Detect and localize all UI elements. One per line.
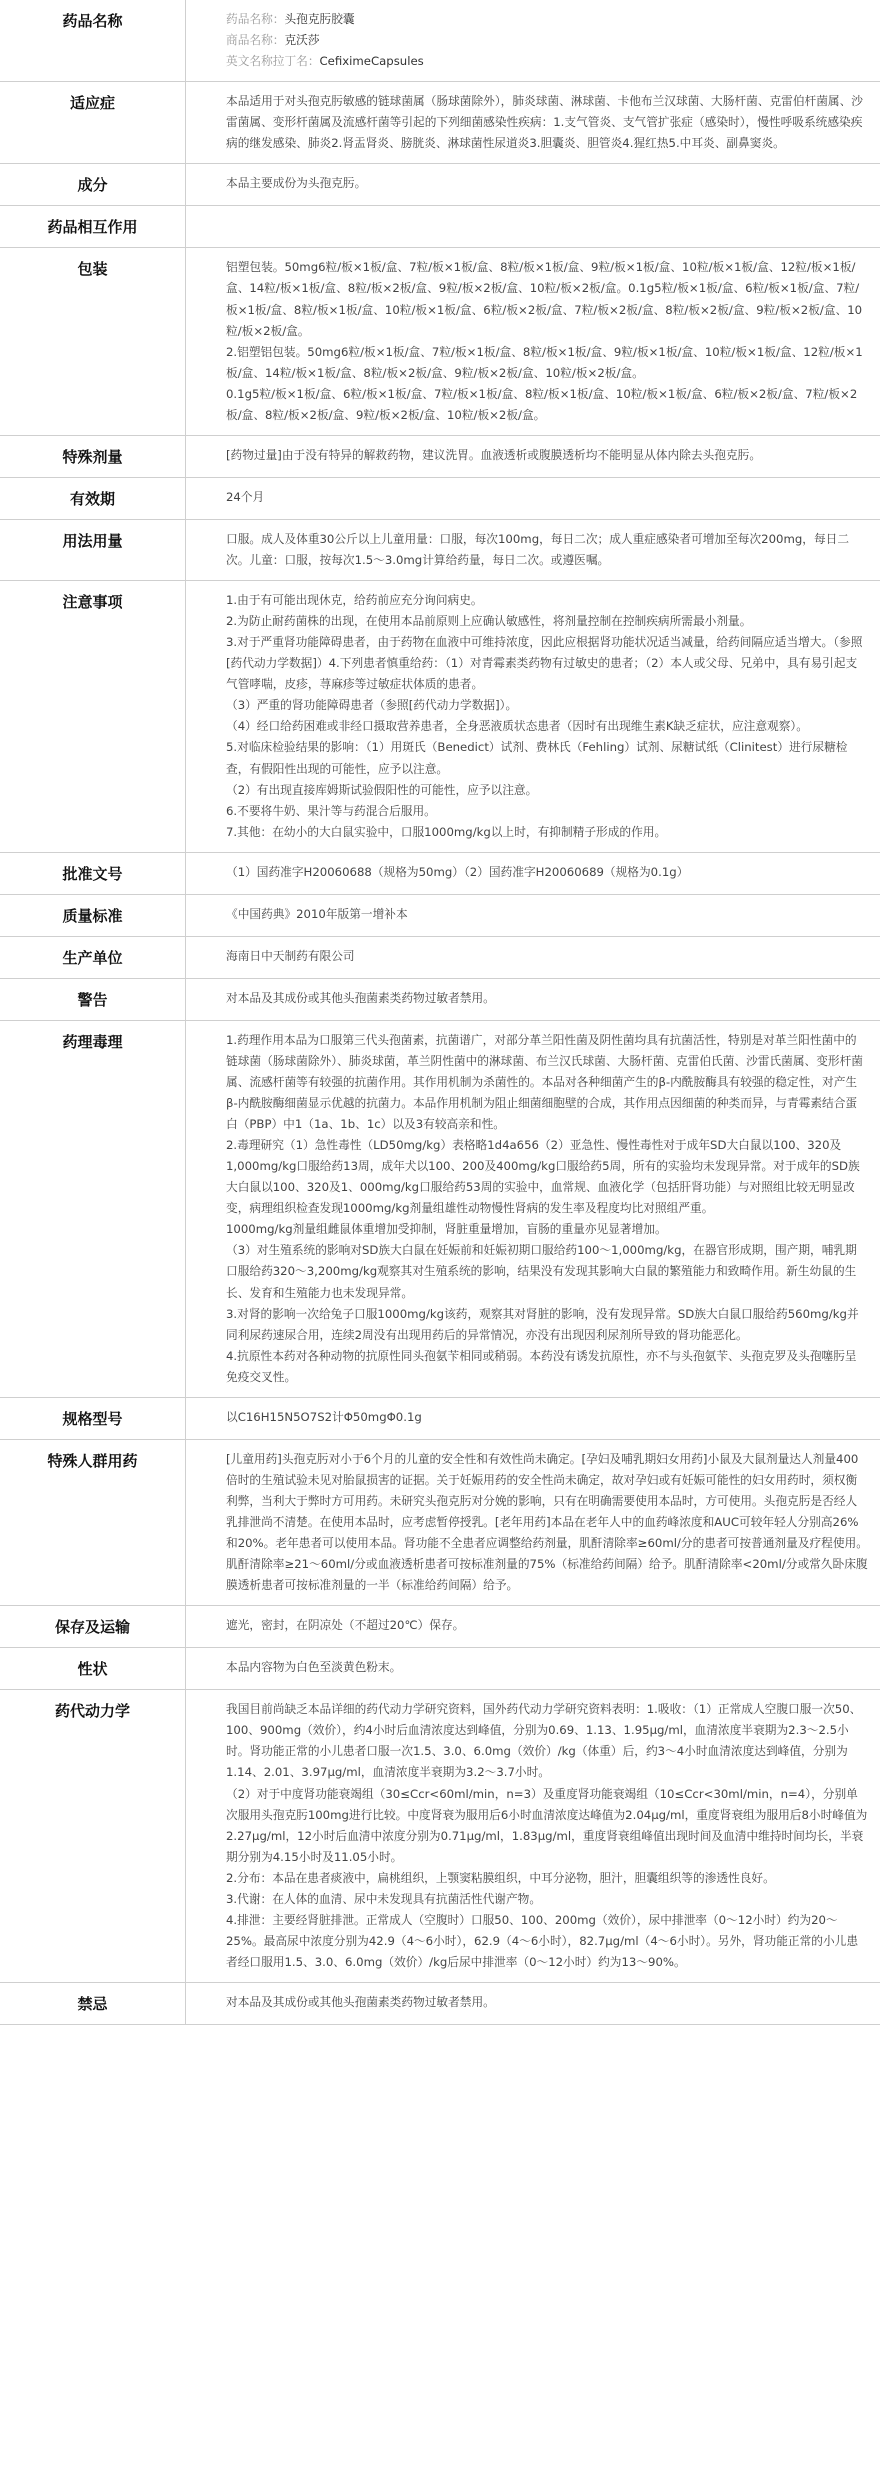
spec-row [0, 1606, 880, 1648]
row-label: 包装 [0, 248, 186, 436]
trade-name-line [226, 30, 868, 51]
row-label: 药品名称 [0, 0, 186, 82]
row-label: 特殊人群用药 [0, 1439, 186, 1605]
row-label: 批准文号 [0, 852, 186, 894]
row-value: [儿童用药]头孢克肟对小于6个月的儿童的安全性和有效性尚未确定。[孕妇及哺乳期妇女用药]小鼠及大鼠剂量达人剂量400倍时的生殖试验未见对胎鼠损害的证据。关于妊娠用药的安全性尚未确定，故对孕妇或有妊娠可能性的妇女用药时，须权衡利弊，当利大于弊时方可用药。未研究头孢克肟对分娩的影响，只有在明确需要使用本品时，方可使用。头孢克肟是否经人乳排泄尚不清楚。在使用本品时，应考虑暂停授乳。[老年用药]本品在老年人中的血药峰浓度和AUC可较年轻人分别高26%和20%。老年患者可以使用本品。肾功能不全患者应调整给药剂量，肌酐清除率≥60ml/分的患者可按普通剂量及疗程使用。肌酐清除率≥21～60ml/分或血液透析患者可按标准剂量的75%（标准给药间隔）给予。肌酐清除率<20ml/分或常久卧床腹膜透析患者可按标准剂量的一半（标准给药间隔）给予。 [186, 1439, 880, 1605]
row-value: 我国目前尚缺乏本品详细的药代动力学研究资料，国外药代动力学研究资料表明：1.吸收：（1）正常成人空腹口服一次50、100、900mg（效价），约4小时后血清浓度达到峰值，分别为0.69、1.13、1.95μg/ml，血清浓度半衰期为2.3～2.5小时。肾功能正常的小儿患者口服一次1.5、3.0、6.0mg（效价）/kg（体重）后，约3～4小时血清浓度达到峰值，分别为1.14、2.01、3.97μg/ml，血清浓度半衰期为3.2～3.7小时。 （2）对于中度肾功能衰竭组（30≤Ccr<60ml/min，n=3）及重度肾功能衰竭组（10≤Ccr<30ml/min，n=4），分别单次服用头孢克肟100mg进行比较。中度肾衰为服用后6小时血清浓度达峰值为2.04μg/ml，重度肾衰组为服用后8小时峰值为2.27μg/ml，12小时后血清中浓度分别为0.71μg/ml，1.83μg/ml，重度肾衰组峰值出现时间及血清中维持时间均长，半衰期分别为4.15小时及11.05小时。 2.分布：本品在患者痰液中，扁桃组织，上颚窦粘膜组织，中耳分泌物，胆汁，胆囊组织等的渗透性良好。 3.代谢：在人体的血清、尿中未发现具有抗菌活性代谢产物。 4.排泄：主要经肾脏排泄。正常成人（空腹时）口服50、100、200mg（效价），尿中排泄率（0～12小时）约为20～25%。最高尿中浓度分别为42.9（4～6小时），62.9（4～6小时），82.7μg/ml（4～6小时）。另外，肾功能正常的小儿患者经口服用1.5、3.0、6.0mg（效价）/kg后尿中排泄率（0～12小时）约为13～90%。 [186, 1690, 880, 1983]
spec-row [0, 1983, 880, 2025]
spec-row [0, 1690, 880, 1983]
row-label: 禁忌 [0, 1983, 186, 2025]
row-value: 本品适用于对头孢克肟敏感的链球菌属（肠球菌除外），肺炎球菌、淋球菌、卡他布兰汉球菌、大肠杆菌、克雷伯杆菌属、沙雷菌属、变形杆菌属及流感杆菌等引起的下列细菌感染性疾病：1.支气管炎、支气管扩张症（感染时），慢性呼吸系统感染疾病的继发感染、肺炎2.肾盂肾炎、膀胱炎、淋球菌性尿道炎3.胆囊炎、胆管炎4.猩红热5.中耳炎、副鼻窦炎。 [186, 82, 880, 164]
trade-name-key: 商品名称： [226, 33, 285, 48]
spec-row [0, 852, 880, 894]
row-value: （1）国药准字H20060688（规格为50mg）（2）国药准字H20060689（规格为0.1g） [186, 852, 880, 894]
row-label: 用法用量 [0, 519, 186, 580]
row-value: 对本品及其成份或其他头孢菌素类药物过敏者禁用。 [186, 1983, 880, 2025]
generic-name-value: 头孢克肟胶囊 [284, 12, 355, 26]
row-label: 质量标准 [0, 894, 186, 936]
spec-row [0, 477, 880, 519]
row-label: 药代动力学 [0, 1690, 186, 1983]
spec-row [0, 164, 880, 206]
row-value: 本品内容物为白色至淡黄色粉末。 [186, 1648, 880, 1690]
row-label: 成分 [0, 164, 186, 206]
row-value: 海南日中天制药有限公司 [186, 936, 880, 978]
row-value: [药物过量]由于没有特异的解救药物，建议洗胃。血液透析或腹膜透析均不能明显从体内除去头孢克肟。 [186, 435, 880, 477]
row-label: 生产单位 [0, 936, 186, 978]
spec-row [0, 1397, 880, 1439]
row-drug-name [0, 0, 880, 82]
english-name-key: 英文名称拉丁名： [226, 54, 320, 69]
spec-row [0, 894, 880, 936]
generic-name-key: 药品名称： [226, 12, 285, 26]
english-name-line [226, 51, 868, 72]
row-value: 24个月 [186, 477, 880, 519]
row-label: 规格型号 [0, 1397, 186, 1439]
spec-row [0, 1648, 880, 1690]
row-value: 以C16H15N5O7S2计Φ50mgΦ0.1g [186, 1397, 880, 1439]
spec-row [0, 1439, 880, 1605]
trade-name-value: 克沃莎 [284, 33, 320, 48]
spec-row [0, 1020, 880, 1397]
generic-name-line [226, 9, 868, 30]
row-value [186, 0, 880, 82]
row-label: 性状 [0, 1648, 186, 1690]
row-value: 《中国药典》2010年版第一增补本 [186, 894, 880, 936]
row-value: 口服。成人及体重30公斤以上儿童用量：口服，每次100mg，每日二次；成人重症感染者可增加至每次200mg，每日二次。儿童：口服，按每次1.5～3.0mg计算给药量，每日二次。或遵医嘱。 [186, 519, 880, 580]
row-value: 遮光，密封，在阴凉处（不超过20℃）保存。 [186, 1606, 880, 1648]
spec-row [0, 936, 880, 978]
row-label: 警告 [0, 978, 186, 1020]
row-value [186, 206, 880, 248]
row-label: 保存及运输 [0, 1606, 186, 1648]
row-value: 铝塑包装。50mg6粒/板×1板/盒、7粒/板×1板/盒、8粒/板×1板/盒、9粒/板×1板/盒、10粒/板×1板/盒、12粒/板×1板/盒、14粒/板×1板/盒、8粒/板×2板/盒、9粒/板×2板/盒、10粒/板×2板/盒。0.1g5粒/板×1板/盒、6粒/板×1板/盒、7粒/板×1板/盒、8粒/板×1板/盒、10粒/板×1板/盒、6粒/板×2板/盒、7粒/板×2板/盒、8粒/板×2板/盒、9粒/板×2板/盒、10粒/板×2板/盒。 2.铝塑铝包装。50mg6粒/板×1板/盒、7粒/板×1板/盒、8粒/板×1板/盒、9粒/板×1板/盒、10粒/板×1板/盒、12粒/板×1板/盒、14粒/板×1板/盒、8粒/板×2板/盒、9粒/板×2板/盒、10粒/板×2板/盒。 0.1g5粒/板×1板/盒、6粒/板×1板/盒、7粒/板×1板/盒、8粒/板×1板/盒、10粒/板×1板/盒、6粒/板×2板/盒、7粒/板×2板/盒、8粒/板×2板/盒、9粒/板×2板/盒、10粒/板×2板/盒。 [186, 248, 880, 436]
spec-row [0, 435, 880, 477]
row-label: 适应症 [0, 82, 186, 164]
spec-row [0, 206, 880, 248]
spec-row [0, 581, 880, 853]
spec-row [0, 82, 880, 164]
row-label: 药理毒理 [0, 1020, 186, 1397]
spec-row [0, 978, 880, 1020]
row-label: 有效期 [0, 477, 186, 519]
row-label: 药品相互作用 [0, 206, 186, 248]
english-name-value: CefiximeCapsules [319, 54, 424, 69]
row-value: 1.由于有可能出现休克，给药前应充分询问病史。 2.为防止耐药菌株的出现，在使用本品前原则上应确认敏感性，将剂量控制在控制疾病所需最小剂量。 3.对于严重肾功能障碍患者，由于药物在血液中可维持浓度，因此应根据肾功能状况适当减量，给药间隔应适当增大。（参照[药代动力学数据]）4.下列患者慎重给药：（1）对青霉素类药物有过敏史的患者；（2）本人或父母、兄弟中，具有易引起支气管哮喘，皮疹，荨麻疹等过敏症状体质的患者。 （3）严重的肾功能障碍患者（参照[药代动力学数据]）。 （4）经口给药困难或非经口摄取营养患者，全身恶液质状态患者（因时有出现维生素K缺乏症状，应注意观察）。 5.对临床检验结果的影响：（1）用斑氏（Benedict）试剂、费林氏（Fehling）试剂、尿糖试纸（Clinitest）进行尿糖检查，有假阳性出现的可能性，应予以注意。 （2）有出现直接库姆斯试验假阳性的可能性，应予以注意。 6.不要将牛奶、果汁等与药混合后服用。 7.其他：在幼小的大白鼠实验中，口服1000mg/kg以上时，有抑制精子形成的作用。 [186, 581, 880, 853]
row-value: 对本品及其成份或其他头孢菌素类药物过敏者禁用。 [186, 978, 880, 1020]
row-label: 特殊剂量 [0, 435, 186, 477]
spec-row [0, 519, 880, 580]
row-label: 注意事项 [0, 581, 186, 853]
row-value: 本品主要成份为头孢克肟。 [186, 164, 880, 206]
spec-row [0, 248, 880, 436]
row-value: 1.药理作用本品为口服第三代头孢菌素，抗菌谱广，对部分革兰阳性菌及阴性菌均具有抗菌活性，特别是对革兰阳性菌中的链球菌（肠球菌除外）、肺炎球菌，革兰阴性菌中的淋球菌、布兰汉氏球菌、大肠杆菌、克雷伯氏菌、沙雷氏菌属、变形杆菌属、流感杆菌等有较强的抗菌作用。其作用机制为杀菌性的。本品对各种细菌产生的β-内酰胺酶具有较强的稳定性，对产生β-内酰胺酶细菌显示优越的抗菌力。本品作用机制为阻止细菌细胞壁的合成，其作用点因细菌的种类而异，与青霉素结合蛋白（PBP）中1（1a、1b、1c）以及3有较高亲和性。 2.毒理研究（1）急性毒性（LD50mg/kg）表格略1d4a656（2）亚急性、慢性毒性对于成年SD大白鼠以100、320及1,000mg/kg口服给药13周，成年犬以100、200及400mg/kg口服给药5周，所有的实验均未发现异常。对于成年的SD族大白鼠以100、320及1、000mg/kg口服给药53周的实验中，血常规、血液化学（包括肝肾功能）与对照组比较无明显改变，病理组织检查发现1000mg/kg剂量组雄性动物慢性肾病的发生率及程度均比对照组严重。 1000mg/kg剂量组雌鼠体重增加受抑制，肾脏重量增加，盲肠的重量亦见显著增加。 （3）对生殖系统的影响对SD族大白鼠在妊娠前和妊娠初期口服给药100～1,000mg/kg，在器官形成期，围产期，哺乳期口服给药320～3,200mg/kg观察其对生殖系统的影响，结果没有发现其影响大白鼠的繁殖能力和致畸作用。新生幼鼠的生长、发育和生殖能力也未发现异常。 3.对肾的影响一次给兔子口服1000mg/kg该药，观察其对肾脏的影响，没有发现异常。SD族大白鼠口服给药560mg/kg并同利尿药速尿合用，连续2周没有出现用药后的异常情况，亦没有出现因利尿剂所导致的肾功能恶化。 4.抗原性本药对各种动物的抗原性同头孢氨苄相同或稍弱。本药没有诱发抗原性，亦不与头孢氨苄、头孢克罗及头孢噻肟呈免疫交叉性。 [186, 1020, 880, 1397]
